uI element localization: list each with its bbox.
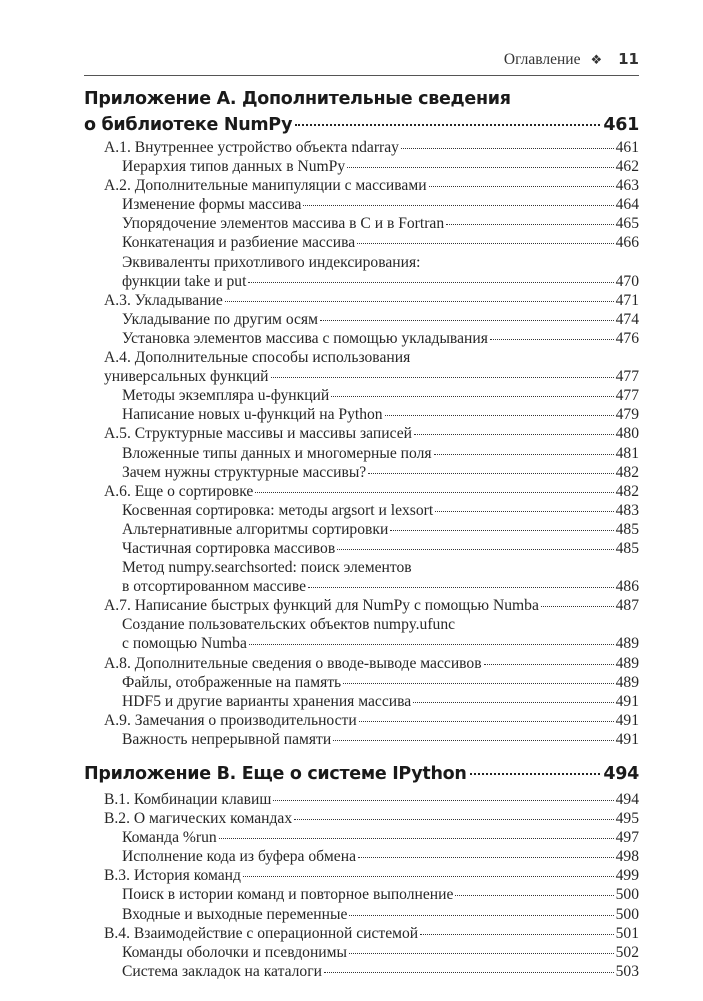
leader-dots	[368, 473, 613, 474]
entry-page-number: 465	[615, 215, 639, 233]
leader-dots	[420, 934, 613, 935]
entry-page-number: 463	[615, 177, 639, 195]
entry-title: В.3. История команд	[104, 867, 241, 885]
entry-page-number: 489	[615, 635, 639, 653]
appendix-b-entries	[84, 790, 639, 981]
entry-page-number: 486	[615, 578, 639, 596]
toc-section-entry[interactable]	[84, 809, 639, 828]
chapter-appendix-b[interactable]	[84, 761, 639, 787]
toc-section-entry[interactable]	[84, 654, 639, 673]
toc-section-entry[interactable]	[84, 596, 639, 615]
toc-subsection-entry[interactable]	[84, 692, 639, 711]
toc-section-entry[interactable]	[84, 866, 639, 885]
toc-subsection-entry[interactable]	[84, 847, 639, 866]
toc-section-entry[interactable]	[84, 176, 639, 195]
entry-page-number: 474	[615, 310, 639, 328]
leader-dots	[225, 301, 614, 302]
entry-title: Методы экземпляра u-функций	[122, 387, 330, 405]
entry-page-number: 501	[615, 924, 639, 942]
leader-dots	[320, 320, 614, 321]
toc-subsection-entry[interactable]	[84, 615, 639, 653]
chapter-page-number: 494	[603, 764, 639, 784]
entry-title: Упорядочение элементов массива в C и в Fortran	[122, 215, 445, 233]
toc-subsection-entry[interactable]	[84, 157, 639, 176]
entry-title: Исполнение кода из буфера обмена	[122, 848, 356, 866]
toc-subsection-entry[interactable]	[84, 214, 639, 233]
toc-section-entry[interactable]	[84, 424, 639, 443]
entry-title: Частичная сортировка массивов	[122, 539, 336, 557]
running-head-title: Оглавление	[503, 51, 581, 68]
entry-title: Команды оболочки и псевдонимы	[122, 943, 347, 961]
entry-title: Альтернативные алгоритмы сортировки	[122, 520, 389, 538]
toc-subsection-entry[interactable]	[84, 730, 639, 749]
leader-dots	[429, 186, 614, 187]
toc-subsection-entry[interactable]	[84, 905, 639, 924]
toc-subsection-entry[interactable]	[84, 943, 639, 962]
entry-title: Укладывание по другим осям	[122, 310, 318, 328]
toc-subsection-entry[interactable]	[84, 558, 639, 596]
entry-title: Установка элементов массива с помощью укладывания	[122, 329, 488, 347]
entry-page-number: 491	[615, 711, 639, 729]
leader-dots	[435, 511, 613, 512]
entry-title: Конкатенация и разбиение массива	[122, 234, 356, 252]
entry-page-number: 502	[615, 943, 639, 961]
leader-dots	[490, 339, 614, 340]
leader-dots	[470, 773, 601, 775]
running-head	[504, 50, 639, 69]
toc-subsection-entry[interactable]	[84, 463, 639, 482]
leader-dots	[413, 702, 613, 703]
page-number: 11	[618, 50, 639, 68]
leader-dots	[333, 740, 613, 741]
entry-page-number: 503	[615, 962, 639, 980]
toc-subsection-entry[interactable]	[84, 329, 639, 348]
chapter-page-number: 461	[603, 115, 639, 135]
leader-dots	[343, 683, 613, 684]
entry-page-number: 481	[615, 444, 639, 462]
entry-title: функции take и put	[122, 272, 247, 290]
entry-title: В.2. О магических командах	[104, 810, 293, 828]
entry-title-line: Создание пользовательских объектов numpy.ufunc	[122, 616, 456, 634]
entry-page-number: 482	[615, 482, 639, 500]
leader-dots	[248, 282, 613, 283]
entry-title: А.5. Структурные массивы и массивы записей	[104, 425, 412, 443]
leader-dots	[347, 167, 613, 168]
entry-page-number: 497	[615, 829, 639, 847]
leader-dots	[349, 953, 614, 954]
leader-dots	[359, 721, 614, 722]
leader-dots	[219, 838, 614, 839]
toc-subsection-entry[interactable]	[84, 253, 639, 291]
entry-page-number: 494	[615, 791, 639, 808]
entry-title: А.2. Дополнительные манипуляции с массивами	[104, 177, 427, 195]
leader-dots	[455, 895, 613, 896]
toc-subsection-entry[interactable]	[84, 405, 639, 424]
entry-page-number: 491	[615, 730, 639, 748]
toc-section-entry[interactable]	[84, 790, 639, 809]
toc-subsection-entry[interactable]	[84, 444, 639, 463]
entry-title-line: А.4. Дополнительные способы использования	[104, 349, 411, 367]
leader-dots	[271, 377, 614, 378]
chapter-title-line: о библиотеке NumPy	[84, 115, 293, 135]
leader-dots	[243, 876, 614, 877]
entry-title: А.8. Дополнительные сведения о вводе-выводе массивов	[104, 654, 482, 672]
entry-page-number: 482	[615, 463, 639, 481]
entry-page-number: 471	[615, 291, 639, 309]
chapter-title-line: Приложение А. Дополнительные сведения	[84, 89, 511, 109]
entry-title: HDF5 и другие варианты хранения массива	[122, 692, 412, 710]
entry-title: Система закладок на каталоги	[122, 962, 322, 980]
entry-title: Написание новых u-функций на Python	[122, 406, 383, 424]
leader-dots	[358, 857, 614, 858]
leader-dots	[295, 124, 600, 126]
toc-subsection-entry[interactable]	[84, 310, 639, 329]
toc-subsection-entry[interactable]	[84, 501, 639, 520]
entry-page-number: 479	[615, 406, 639, 424]
entry-title: Зачем нужны структурные массивы?	[122, 463, 367, 481]
entry-page-number: 461	[615, 139, 639, 156]
toc-subsection-entry[interactable]	[84, 962, 639, 981]
entry-title: Изменение формы массива	[122, 196, 302, 214]
toc-section-entry[interactable]	[84, 291, 639, 310]
entry-title: А.1. Внутреннее устройство объекта ndarray	[104, 139, 399, 156]
entry-title: В.4. Взаимодействие с операционной системой	[104, 924, 419, 942]
leader-dots	[390, 530, 613, 531]
entry-page-number: 477	[615, 387, 639, 405]
entry-page-number: 485	[615, 539, 639, 557]
entry-page-number: 483	[615, 501, 639, 519]
entry-title: Файлы, отображенные на память	[122, 673, 342, 691]
entry-title: с помощью Numba	[122, 635, 247, 653]
toc-section-entry[interactable]	[84, 138, 639, 157]
entry-page-number: 464	[615, 196, 639, 214]
ornament-icon: ❖	[590, 53, 603, 68]
entry-title: Косвенная сортировка: методы argsort и lexsort	[122, 501, 434, 519]
entry-title: В.1. Комбинации клавиш	[104, 791, 272, 808]
leader-dots	[401, 148, 614, 149]
leader-dots	[484, 664, 614, 665]
entry-page-number: 462	[615, 158, 639, 176]
entry-page-number: 487	[615, 597, 639, 615]
entry-title: Иерархия типов данных в NumPy	[122, 158, 346, 176]
entry-title: Поиск в истории команд и повторное выполнение	[122, 886, 454, 904]
entry-page-number: 466	[615, 234, 639, 252]
entry-title-line: Метод numpy.searchsorted: поиск элементов	[122, 559, 412, 577]
entry-title: Вложенные типы данных и многомерные поля	[122, 444, 432, 462]
leader-dots	[541, 606, 614, 607]
toc-subsection-entry[interactable]	[84, 673, 639, 692]
entry-title: Входные и выходные переменные	[122, 905, 348, 923]
leader-dots	[308, 587, 614, 588]
toc-section-entry[interactable]	[84, 711, 639, 730]
entry-title: А.7. Написание быстрых функций для NumPy с помощью Numba	[104, 597, 539, 615]
entry-title: А.9. Замечания о производительности	[104, 711, 357, 729]
leader-dots	[349, 915, 613, 916]
leader-dots	[446, 224, 613, 225]
toc-section-entry[interactable]	[84, 348, 639, 386]
toc-subsection-entry[interactable]	[84, 828, 639, 847]
chapter-appendix-a[interactable]	[84, 86, 639, 138]
entry-page-number: 499	[615, 867, 639, 885]
entry-title: А.3. Укладывание	[104, 291, 223, 309]
leader-dots	[303, 205, 613, 206]
leader-dots	[255, 492, 613, 493]
leader-dots	[337, 549, 613, 550]
entry-title: в отсортированном массиве	[122, 578, 307, 596]
entry-page-number: 491	[615, 692, 639, 710]
entry-title: Команда %run	[122, 829, 217, 847]
entry-page-number: 500	[615, 886, 639, 904]
table-of-contents	[84, 86, 639, 981]
appendix-a-entries	[84, 138, 639, 749]
entry-page-number: 477	[615, 368, 639, 386]
leader-dots	[273, 800, 613, 801]
toc-subsection-entry[interactable]	[84, 233, 639, 252]
entry-page-number: 489	[615, 673, 639, 691]
leader-dots	[324, 972, 614, 973]
entry-page-number: 489	[615, 654, 639, 672]
leader-dots	[357, 243, 613, 244]
toc-subsection-entry[interactable]	[84, 195, 639, 214]
entry-title: Важность непрерывной памяти	[122, 730, 332, 748]
leader-dots	[331, 396, 613, 397]
entry-page-number: 498	[615, 848, 639, 866]
entry-page-number: 485	[615, 520, 639, 538]
header-rule	[84, 75, 639, 76]
leader-dots	[434, 454, 614, 455]
toc-subsection-entry[interactable]	[84, 885, 639, 904]
entry-page-number: 480	[615, 425, 639, 443]
leader-dots	[414, 434, 614, 435]
leader-dots	[385, 415, 614, 416]
toc-subsection-entry[interactable]	[84, 520, 639, 539]
entry-page-number: 500	[615, 905, 639, 923]
leader-dots	[294, 819, 613, 820]
entry-page-number: 495	[615, 810, 639, 828]
toc-section-entry[interactable]	[84, 924, 639, 943]
toc-subsection-entry[interactable]	[84, 539, 639, 558]
toc-subsection-entry[interactable]	[84, 386, 639, 405]
chapter-title-line: Приложение В. Еще о системе IPython	[84, 764, 467, 784]
entry-page-number: 470	[615, 272, 639, 290]
entry-title-line: Эквиваленты прихотливого индексирования:	[122, 253, 421, 271]
entry-page-number: 476	[615, 329, 639, 347]
entry-title: универсальных функций	[104, 368, 269, 386]
toc-section-entry[interactable]	[84, 482, 639, 501]
entry-title: А.6. Еще о сортировке	[104, 482, 254, 500]
leader-dots	[249, 644, 614, 645]
